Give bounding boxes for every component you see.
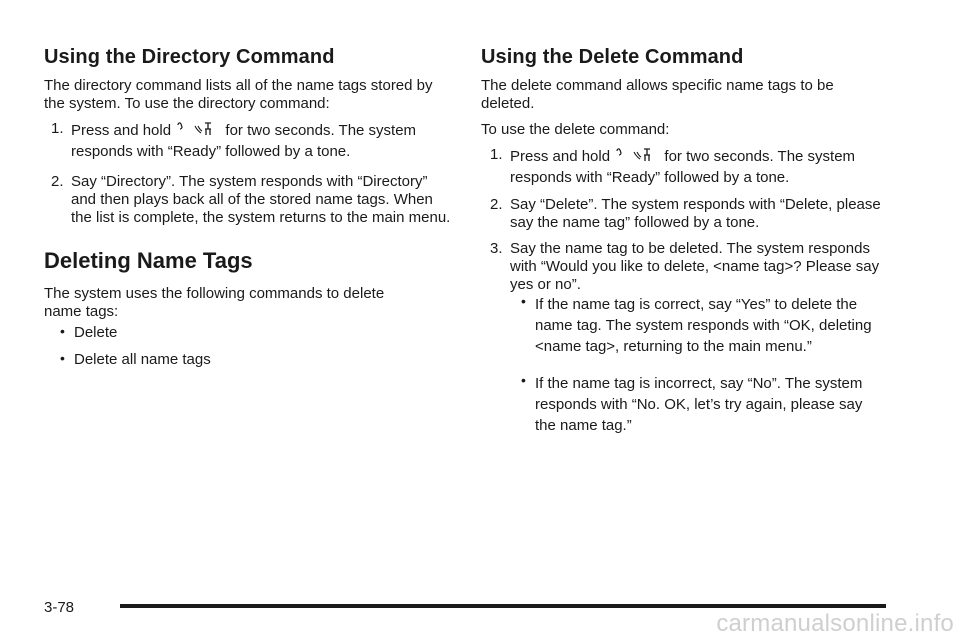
bullet-text: If the name tag is correct, say “Yes” to delete the name tag. The system responds with “OK, deleting <name tag>, returning to the main menu.” — [535, 296, 872, 355]
bullet-text: Delete all name tags — [74, 351, 211, 368]
bullet-dot: • — [60, 323, 65, 339]
bullet-dot: • — [521, 293, 526, 309]
step-number: 2. — [490, 196, 503, 213]
delete-intro: The delete command allows specific name tags to be deleted. — [481, 77, 834, 112]
deleting-intro: The system uses the following commands to delete name tags: — [44, 285, 385, 320]
bullet-dot: • — [60, 350, 65, 366]
bullet-text: Delete — [74, 324, 118, 341]
step-text-post: for two seconds. The system responds with “Ready” followed by a tone. — [71, 122, 417, 160]
section-heading-deleting: Deleting Name Tags — [44, 248, 253, 273]
step-text: Say the name tag to be deleted. The system responds with “Would you like to delete, <name tag>? Please say yes or no”. — [510, 240, 880, 293]
step-text: Say “Delete”. The system responds with “Delete, please say the name tag” followed by a tone. — [510, 196, 881, 231]
page-number: 3-78 — [44, 599, 75, 616]
step-text: Say “Directory”. The system responds with “Directory” and then plays back all of the stored name tags. When the list is complete, the system returns to the main menu. — [71, 173, 451, 226]
footer-rule — [120, 604, 886, 608]
step-text-pre: Press and hold — [71, 122, 172, 139]
bullet-dot: • — [521, 372, 526, 388]
step-number: 1. — [490, 146, 503, 163]
delete-to-use: To use the delete command: — [481, 121, 670, 138]
section-heading-directory: Using the Directory Command — [44, 46, 335, 68]
section-heading-delete: Using the Delete Command — [481, 46, 744, 68]
step-text-post: for two seconds. The system responds with “Ready” followed by a tone. — [510, 148, 856, 186]
step-number: 3. — [490, 240, 503, 257]
step-number: 2. — [51, 173, 64, 190]
bullet-text: If the name tag is incorrect, say “No”. The system responds with “No. OK, let’s try again, please say the name tag.” — [535, 375, 863, 434]
directory-intro: The directory command lists all of the name tags stored by the system. To use the directory command: — [44, 77, 433, 112]
phone-voice-button-icon — [175, 121, 219, 137]
phone-voice-button-icon — [614, 147, 658, 163]
step-number: 1. — [51, 120, 64, 137]
watermark-text: carmanualsonline.info — [716, 610, 954, 637]
step-text-pre: Press and hold — [510, 148, 611, 165]
